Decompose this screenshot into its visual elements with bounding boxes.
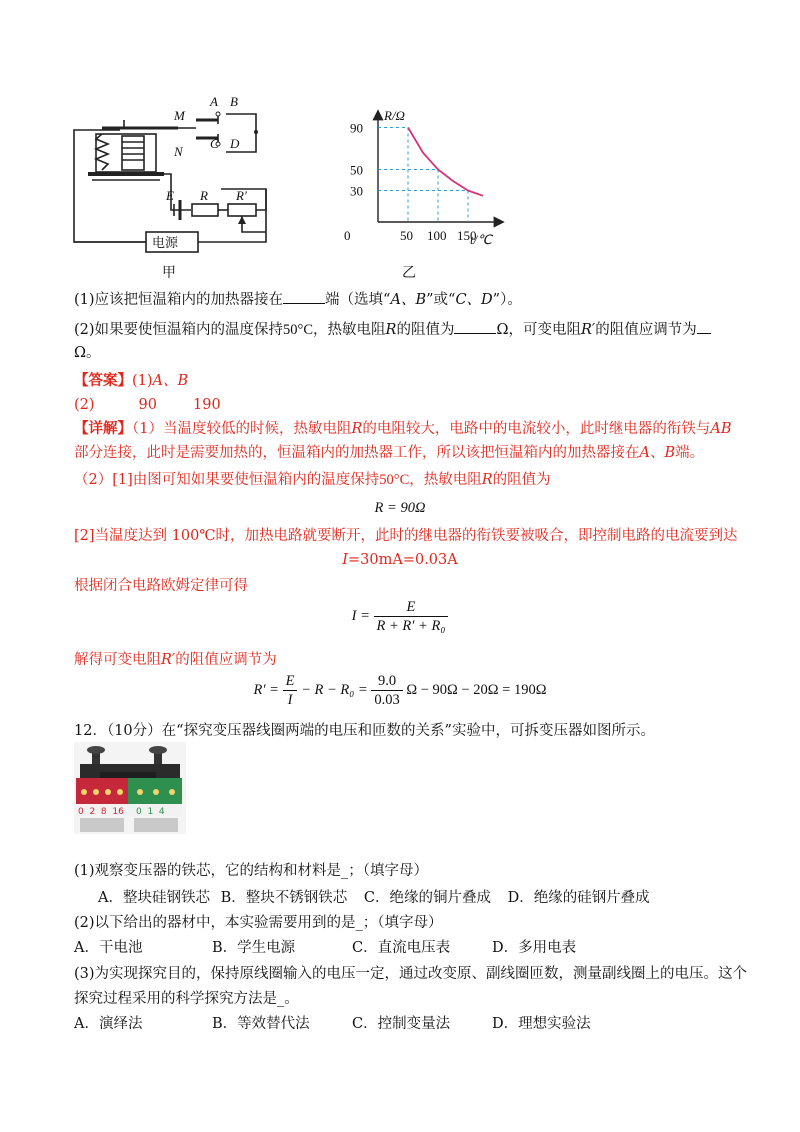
q12-sub3-options	[74, 1014, 591, 1034]
q11-part2-unit: Ω。	[74, 345, 101, 361]
figure-caption-jia: 甲	[162, 265, 176, 281]
label-e: E	[166, 188, 174, 203]
option-2c[interactable]: C．直流电压表	[352, 940, 451, 956]
answer-blank-2[interactable]	[454, 319, 496, 334]
detail-line-2: 部分连接，此时是需要加热的，恒温箱内的加热器工作，所以该把恒温箱内的加热器接在A、B端。	[74, 445, 705, 461]
y-tick-label-2: 90	[350, 120, 363, 136]
answer-blank-3[interactable]	[697, 319, 711, 334]
label-a: A	[210, 94, 218, 109]
option-3d[interactable]: D．理想实验法	[492, 1016, 591, 1032]
label-m: M	[174, 108, 185, 123]
q12-sub3-line2: 探究过程采用的科学探究方法是_。	[74, 991, 299, 1007]
detail-line-3: （2）[1]由图可知如果要使恒温箱内的温度保持50°C，热敏电阻R的阻值为	[74, 472, 551, 488]
q12-sub3-line1: (3)为实现探究目的，保持原线圈输入的电压一定，通过改变原、副线圈匝数，测量副线圈上的电压。这个	[74, 966, 748, 982]
transformer-photo	[74, 742, 186, 834]
q12-sub1-options	[98, 888, 650, 908]
option-3b[interactable]: B．等效替代法	[212, 1016, 310, 1032]
detail-line-4: [2]当温度达到 100℃时，加热电路就要断开，此时的继电器的衔铁要被吸合，即控制电路的电流要到达	[74, 528, 738, 544]
resistance-curve	[408, 128, 483, 196]
current-value: I=30mA=0.03A	[342, 552, 458, 568]
x-tick-label-1: 100	[427, 228, 447, 243]
answer-line-2: (2) 90 190	[74, 397, 221, 413]
photo-left-numbers: 0 2 8 16	[78, 807, 124, 817]
option-1b[interactable]: B．整块不锈钢铁芯	[220, 890, 348, 906]
option-1d[interactable]: D．绝缘的硅钢片叠成	[507, 890, 650, 906]
guide-line-2	[378, 191, 468, 223]
option-3a[interactable]: A．演绎法	[74, 1016, 143, 1032]
equation-r-90: R = 90Ω	[374, 500, 426, 516]
label-r-prime: R′	[236, 188, 247, 203]
q12-sub2: (2)以下给出的器材中，本实验需要用到的是_；（填字母）	[74, 915, 443, 931]
equation-ohm-law: I = $\frac{E}{\text{R + R′ + R₀}}$	[0, 598, 800, 635]
option-2b[interactable]: B．学生电源	[212, 940, 296, 956]
equation-r-prime: R′ = $\frac{E}{I}$ − R − R₀ = $\frac{9.0}{0.03}$ Ω − 90Ω − 20Ω = 190Ω	[253, 673, 547, 708]
option-1a[interactable]: A．整块硅钢铁芯	[98, 890, 210, 906]
detail-tag: 【详解】	[74, 420, 132, 437]
option-2a[interactable]: A．干电池	[74, 940, 143, 956]
origin-label: 0	[344, 228, 351, 243]
option-1c[interactable]: C．绝缘的铜片叠成	[363, 890, 491, 906]
photo-right-numbers: 0 1 4	[136, 807, 165, 817]
q11-part2: (2)如果要使恒温箱内的温度保持50°C，热敏电阻R的阻值为 Ω，可变电阻R′的阻值应调节为	[74, 319, 711, 340]
x-tick-label-0: 50	[400, 228, 413, 243]
answer-blank-1[interactable]	[283, 289, 325, 304]
label-d: D	[230, 136, 240, 151]
detail-line-5: 根据闭合电路欧姆定律可得	[74, 578, 248, 594]
y-tick-label-1: 50	[350, 162, 363, 178]
label-c: C	[210, 136, 219, 151]
resistance-temperature-chart	[330, 104, 510, 254]
x-tick-label-2: 150	[457, 228, 477, 243]
label-r: R	[200, 188, 208, 203]
figure-caption-yi: 乙	[402, 265, 416, 281]
option-3c[interactable]: C．控制变量法	[352, 1016, 451, 1032]
power-label: 电源	[152, 236, 179, 251]
option-2d[interactable]: D．多用电表	[492, 940, 577, 956]
y-tick-label-0: 30	[350, 183, 363, 199]
label-b: B	[230, 94, 238, 109]
q11-part1: (1)应该把恒温箱内的加热器接在 端（选填“A、B”或“C、D”）。	[74, 289, 522, 310]
relay-circuit-figure	[66, 92, 276, 277]
q12-sub2-options	[74, 938, 576, 958]
answer-line-1: 【答案】(1)A、B	[74, 372, 189, 389]
q12-header: 12．（10分）在“探究变压器线圈两端的电压和匝数的关系”实验中，可拆变压器如图所示。	[74, 723, 655, 739]
q12-sub1: (1)观察变压器的铁芯，它的结构和材料是_；（填字母）	[74, 863, 429, 879]
x-axis-label: t/℃	[470, 232, 492, 247]
detail-line-6: 解得可变电阻R′的阻值应调节为	[74, 652, 277, 668]
answer-tag: 【答案】	[74, 372, 132, 389]
guide-line-0	[378, 128, 408, 223]
y-axis-label: R/Ω	[384, 108, 405, 123]
detail-line-1: 【详解】（1）当温度较低的时候，热敏电阻R的电阻较大，电路中的电流较小，此时继电器的衔铁与AB	[74, 420, 732, 437]
label-n: N	[174, 144, 183, 159]
